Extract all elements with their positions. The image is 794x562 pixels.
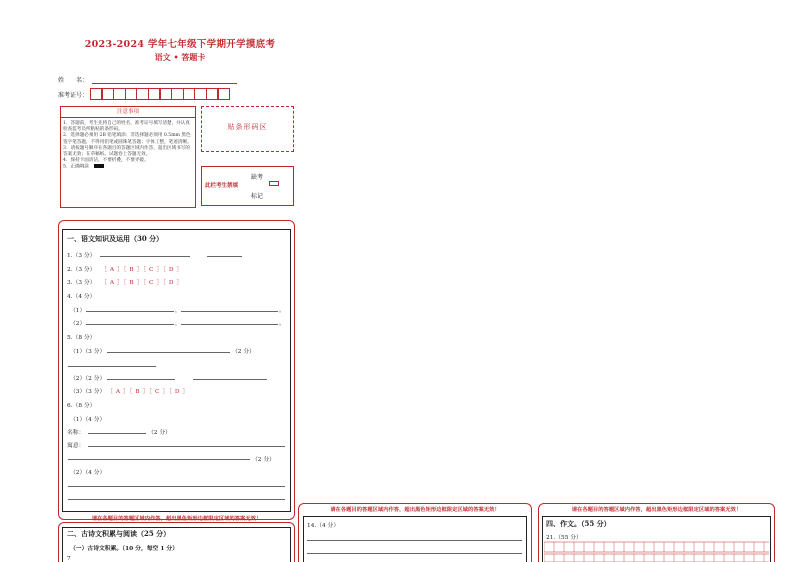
essay-grid-lines — [544, 540, 769, 562]
q6-sub2-line-1[interactable] — [68, 486, 285, 487]
notice-item: 2．选择题必须用 2B 铅笔填涂；非选择题必须用 0.5mm 黑色签字笔答题，不得用铅笔或圆珠笔答题；字体工整，笔迹清晰。 — [63, 133, 192, 145]
notice-list — [63, 121, 194, 171]
period: 。 — [279, 308, 285, 314]
q4-sub2-label: （2） — [70, 321, 86, 327]
id-cell[interactable] — [171, 88, 183, 100]
notice-item — [63, 164, 194, 170]
q6-meaning-line-2[interactable] — [68, 459, 250, 460]
q5-sub3-label: （3）（3 分） — [70, 389, 106, 395]
notice-divider — [60, 117, 196, 118]
q1-answer-line[interactable] — [100, 256, 190, 257]
comma: ， — [175, 308, 181, 314]
exam-id-boxes[interactable] — [90, 88, 229, 100]
q4-sub2-line-a[interactable] — [86, 324, 174, 325]
q6-sub2-label: （2）（4 分） — [70, 470, 106, 476]
q6-meaning-label: 寓意： — [67, 443, 85, 449]
section4-title: 四、作文。（55 分） — [546, 519, 611, 528]
q5-sub1-line-2[interactable] — [68, 366, 156, 367]
notice-item-text: 5．正确填涂 — [63, 164, 89, 170]
exam-title: 2023-2024 学年七年级下学期开学摸底考 — [84, 39, 276, 50]
id-cell[interactable] — [90, 88, 102, 100]
q5-label: 5.（8 分） — [67, 335, 96, 341]
q6-label: 6.（8 分） — [67, 403, 96, 409]
id-cell[interactable] — [218, 88, 230, 100]
id-cell[interactable] — [183, 88, 195, 100]
id-cell[interactable] — [113, 88, 125, 100]
exam-id-label: 准考证号： — [58, 92, 89, 99]
section2-title: 二、古诗文积累与阅读（25 分） — [67, 529, 171, 538]
boundary-warning-col2: 请在各题目的答题区域内作答，超出黑色矩形边框限定区域的答案无效！ — [330, 507, 500, 513]
q6-meaning-line-1[interactable] — [88, 446, 285, 447]
q5-sub1-points: （2 分） — [232, 349, 255, 355]
q6-name-label: 名称： — [67, 430, 85, 436]
q4-sub2-line-b[interactable] — [181, 324, 278, 325]
q2-options[interactable]: ［ A ］［ B ］［ C ］［ D ］ — [101, 267, 183, 273]
q5-sub1-label: （1）（3 分） — [70, 349, 106, 355]
q2-label: 2.（3 分） — [67, 267, 96, 273]
q3-label: 3.（3 分） — [67, 280, 96, 286]
q5-sub2-line-a[interactable] — [107, 379, 175, 380]
filled-example-icon — [94, 164, 104, 168]
period: 。 — [279, 321, 285, 327]
barcode-label: 贴条形码区 — [227, 123, 268, 131]
q6-sub1-label: （1）（4 分） — [70, 417, 106, 423]
section2-subtitle: （一）古诗文积累。（10 分，每空 1 分） — [70, 546, 179, 552]
q14-line-1[interactable] — [307, 540, 522, 541]
notice-item: 3．请按题号顺序在各题目的答题区域内作答，超出区域书写的答案无效；在草稿纸、试题卷上答题无效。 — [63, 145, 190, 158]
q5-sub2-line-b[interactable] — [193, 379, 267, 380]
notice-item: 4．保持卡面清洁，不要折叠，不要弄破。 — [63, 158, 149, 164]
id-cell[interactable] — [160, 88, 172, 100]
q6-name-points: （2 分） — [148, 430, 171, 436]
notice-heading: 注意事项 — [116, 109, 139, 115]
q7-label: 7 — [67, 556, 71, 562]
q5-sub1-line[interactable] — [107, 352, 230, 353]
q21-label: 21.（55 分） — [546, 535, 582, 541]
q4-sub1-line-b[interactable] — [181, 311, 278, 312]
id-cell[interactable] — [102, 88, 114, 100]
absent-label-bottom: 标记 — [251, 193, 264, 200]
id-cell[interactable] — [125, 88, 137, 100]
q1-answer-line-2[interactable] — [207, 256, 242, 257]
notice-item: 1．答题前，考生先将自己的姓名，准考证号填写清楚，并认真检查监考员所粘贴的条形码。 — [63, 121, 190, 133]
absent-label-top: 缺考 — [251, 174, 264, 181]
comma: ， — [175, 321, 181, 327]
essay-grid[interactable] — [544, 540, 769, 562]
q14-line-2[interactable] — [307, 553, 522, 554]
q3-options[interactable]: ［ A ］［ B ］［ C ］［ D ］ — [101, 280, 183, 286]
boundary-warning-col3: 请在各题目的答题区域内作答，超出黑色矩形边框限定区域的答案无效！ — [571, 507, 742, 513]
name-field[interactable] — [92, 83, 237, 84]
section1-title: 一、语文知识及运用（30 分） — [67, 234, 164, 243]
absent-note: 此栏考生禁填 — [205, 183, 239, 189]
absent-checkbox[interactable] — [269, 181, 279, 186]
q5-sub3-options[interactable]: ［ A ］［ B ］［ C ］［ D ］ — [107, 389, 189, 395]
q4-sub1-label: （1） — [70, 308, 86, 314]
id-cell[interactable] — [194, 88, 206, 100]
name-label: 姓 名： — [58, 77, 89, 84]
q4-label: 4.（4 分） — [67, 294, 96, 300]
q14-label: 14.（4 分） — [307, 523, 340, 529]
q1-label: 1.（3 分） — [67, 253, 96, 259]
id-cell[interactable] — [136, 88, 148, 100]
q6-meaning-points: （2 分） — [252, 457, 275, 463]
id-cell[interactable] — [148, 88, 160, 100]
q6-sub2-line-2[interactable] — [68, 499, 285, 500]
answer-sheet-subtitle: 语文 • 答题卡 — [154, 52, 206, 62]
q5-sub2-label: （2）（2 分） — [70, 376, 106, 382]
boundary-warning: 请在各题目的答题区域内作答，超出黑色矩形边框限定区域的答案无效！ — [91, 516, 262, 522]
q4-sub1-line-a[interactable] — [86, 311, 174, 312]
id-cell[interactable] — [206, 88, 218, 100]
q6-name-line[interactable] — [88, 433, 146, 434]
